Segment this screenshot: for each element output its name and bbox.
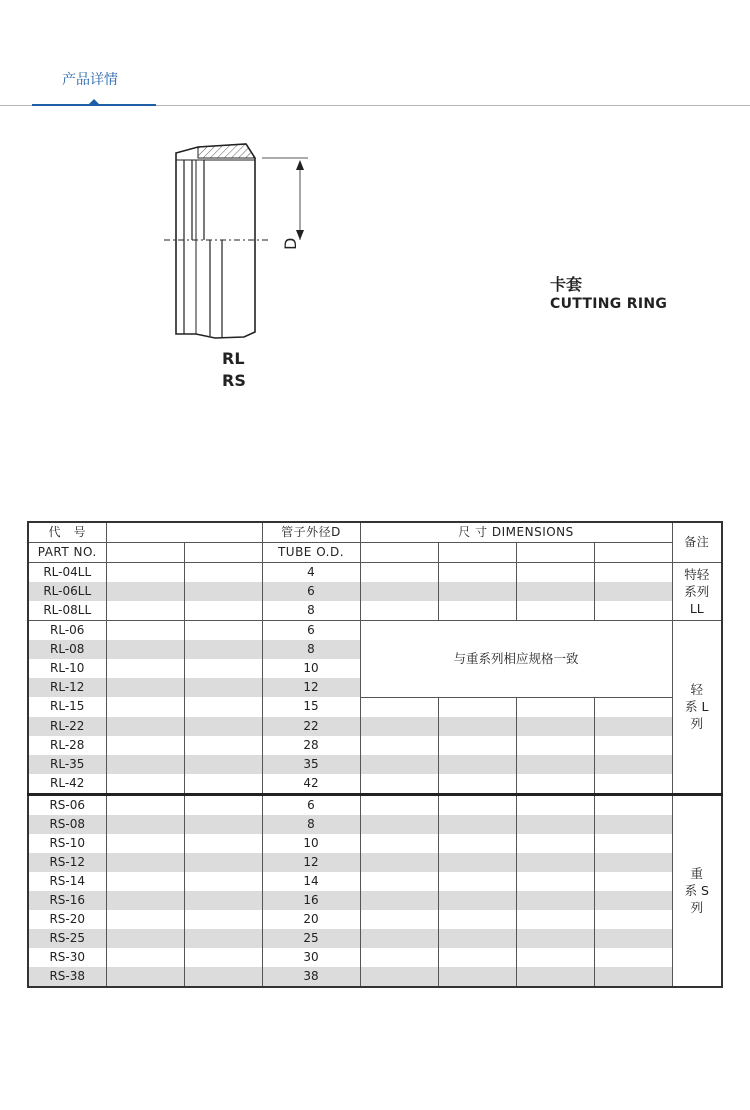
dimension-cell bbox=[594, 834, 672, 853]
part-number-cell: RL-12 bbox=[28, 678, 106, 697]
header-sub-blank bbox=[594, 543, 672, 563]
tube-od-cell: 35 bbox=[262, 755, 360, 774]
remark-cell bbox=[672, 794, 722, 987]
dimension-cell bbox=[438, 929, 516, 948]
part-number-cell: RL-22 bbox=[28, 717, 106, 736]
blank-cell bbox=[106, 774, 184, 795]
dimension-cell bbox=[360, 872, 438, 891]
blank-cell bbox=[184, 948, 262, 967]
dimension-cell bbox=[594, 948, 672, 967]
dimension-cell bbox=[438, 697, 516, 717]
blank-cell bbox=[106, 967, 184, 987]
part-number-cell: RL-28 bbox=[28, 736, 106, 755]
blank-cell bbox=[184, 929, 262, 948]
tube-od-cell: 12 bbox=[262, 678, 360, 697]
tube-od-cell: 6 bbox=[262, 794, 360, 815]
dimension-cell bbox=[438, 910, 516, 929]
blank-cell bbox=[184, 853, 262, 872]
dimension-cell bbox=[516, 891, 594, 910]
tube-od-cell: 38 bbox=[262, 967, 360, 987]
dimension-cell bbox=[360, 736, 438, 755]
tube-od-cell: 42 bbox=[262, 774, 360, 795]
tube-od-cell: 20 bbox=[262, 910, 360, 929]
dimension-cell bbox=[594, 853, 672, 872]
dimension-cell bbox=[594, 736, 672, 755]
blank-cell bbox=[184, 834, 262, 853]
dimension-cell bbox=[438, 967, 516, 987]
dimension-cell bbox=[516, 872, 594, 891]
tube-od-cell: 15 bbox=[262, 697, 360, 717]
blank-cell bbox=[184, 891, 262, 910]
dimension-cell bbox=[516, 563, 594, 583]
tube-od-cell: 10 bbox=[262, 659, 360, 678]
dimension-cell bbox=[438, 794, 516, 815]
blank-cell bbox=[106, 640, 184, 659]
part-number-cell: RL-08LL bbox=[28, 601, 106, 621]
dimension-d-label: D bbox=[281, 237, 300, 250]
blank-cell bbox=[106, 582, 184, 601]
table-row bbox=[28, 755, 722, 774]
dimension-cell bbox=[594, 563, 672, 583]
dimension-cell bbox=[594, 794, 672, 815]
dimension-cell bbox=[516, 948, 594, 967]
dimension-cell bbox=[360, 717, 438, 736]
header-code-en: PART NO. bbox=[28, 543, 106, 563]
header-tube-en: TUBE O.D. bbox=[262, 543, 360, 563]
dimension-cell bbox=[594, 891, 672, 910]
blank-cell bbox=[184, 659, 262, 678]
dimension-cell bbox=[360, 774, 438, 795]
blank-cell bbox=[184, 697, 262, 717]
remark-line: 轻 bbox=[690, 682, 704, 698]
dimension-cell bbox=[360, 601, 438, 621]
table-row bbox=[28, 872, 722, 891]
tab-bar bbox=[0, 0, 750, 110]
part-number-cell: RL-08 bbox=[28, 640, 106, 659]
blank-cell bbox=[106, 621, 184, 641]
dimension-cell bbox=[360, 582, 438, 601]
dimension-cell bbox=[360, 697, 438, 717]
part-number-cell: RS-20 bbox=[28, 910, 106, 929]
product-title-en: CUTTING RING bbox=[550, 296, 668, 312]
dimension-cell bbox=[360, 891, 438, 910]
header-blank bbox=[106, 522, 262, 543]
dimension-cell bbox=[594, 697, 672, 717]
header-sub-blank bbox=[360, 543, 438, 563]
tube-od-cell: 30 bbox=[262, 948, 360, 967]
dimension-cell bbox=[438, 948, 516, 967]
product-title-cn: 卡套 bbox=[550, 275, 583, 294]
header-sub-blank bbox=[184, 543, 262, 563]
header-sub-blank bbox=[106, 543, 184, 563]
dimension-cell bbox=[594, 582, 672, 601]
tube-od-cell: 4 bbox=[262, 563, 360, 583]
remark-line: 列 bbox=[690, 900, 704, 915]
dimension-cell bbox=[360, 834, 438, 853]
blank-cell bbox=[184, 872, 262, 891]
dimension-cell bbox=[360, 929, 438, 948]
blank-cell bbox=[106, 601, 184, 621]
remark-line: 特轻 bbox=[684, 567, 710, 582]
header-tube-cn: 管子外径D bbox=[262, 522, 360, 543]
dimension-cell bbox=[516, 853, 594, 872]
dimension-cell bbox=[594, 929, 672, 948]
part-number-cell: RL-10 bbox=[28, 659, 106, 678]
table-row bbox=[28, 563, 722, 583]
tube-od-cell: 16 bbox=[262, 891, 360, 910]
blank-cell bbox=[184, 736, 262, 755]
dimension-cell bbox=[438, 872, 516, 891]
blank-cell bbox=[106, 717, 184, 736]
tab-caret-icon bbox=[89, 99, 99, 104]
blank-cell bbox=[106, 659, 184, 678]
blank-cell bbox=[184, 563, 262, 583]
dimension-cell bbox=[516, 755, 594, 774]
tube-od-cell: 8 bbox=[262, 815, 360, 834]
part-number-cell: RL-06LL bbox=[28, 582, 106, 601]
table-row bbox=[28, 967, 722, 987]
dimension-cell bbox=[516, 834, 594, 853]
tube-od-cell: 6 bbox=[262, 582, 360, 601]
part-number-cell: RL-04LL bbox=[28, 563, 106, 583]
tube-od-cell: 8 bbox=[262, 640, 360, 659]
blank-cell bbox=[184, 717, 262, 736]
remark-line: 系列 bbox=[684, 584, 710, 599]
dimension-cell bbox=[594, 774, 672, 795]
dimension-cell bbox=[438, 582, 516, 601]
tube-od-cell: 22 bbox=[262, 717, 360, 736]
blank-cell bbox=[184, 910, 262, 929]
dimension-cell bbox=[438, 717, 516, 736]
table-row bbox=[28, 736, 722, 755]
part-number-cell: RS-25 bbox=[28, 929, 106, 948]
dimension-cell bbox=[594, 872, 672, 891]
tube-od-cell: 28 bbox=[262, 736, 360, 755]
part-number-cell: RS-38 bbox=[28, 967, 106, 987]
blank-cell bbox=[106, 736, 184, 755]
blank-cell bbox=[106, 853, 184, 872]
remark-line: 列 bbox=[690, 716, 704, 732]
tube-od-cell: 25 bbox=[262, 929, 360, 948]
dimension-cell bbox=[516, 736, 594, 755]
blank-cell bbox=[106, 815, 184, 834]
dimension-cell bbox=[360, 967, 438, 987]
part-number-cell: RS-12 bbox=[28, 853, 106, 872]
table-row bbox=[28, 794, 722, 815]
blank-cell bbox=[106, 872, 184, 891]
merged-note-cell: 与重系列相应规格一致 bbox=[360, 621, 672, 698]
dimension-cell bbox=[438, 853, 516, 872]
dimension-cell bbox=[360, 815, 438, 834]
dimension-cell bbox=[516, 910, 594, 929]
spec-table bbox=[27, 521, 723, 988]
remark-line: 系 L bbox=[685, 699, 709, 715]
part-number-cell: RL-06 bbox=[28, 621, 106, 641]
blank-cell bbox=[106, 678, 184, 697]
dimension-cell bbox=[438, 834, 516, 853]
blank-cell bbox=[106, 891, 184, 910]
blank-cell bbox=[184, 774, 262, 795]
blank-cell bbox=[106, 755, 184, 774]
dimension-cell bbox=[360, 794, 438, 815]
dimension-cell bbox=[360, 755, 438, 774]
header-sub-blank bbox=[516, 543, 594, 563]
part-number-cell: RS-10 bbox=[28, 834, 106, 853]
blank-cell bbox=[106, 948, 184, 967]
table-row bbox=[28, 697, 722, 717]
blank-cell bbox=[106, 910, 184, 929]
blank-cell bbox=[184, 582, 262, 601]
table-row bbox=[28, 582, 722, 601]
tube-od-cell: 14 bbox=[262, 872, 360, 891]
blank-cell bbox=[184, 621, 262, 641]
part-number-cell: RS-30 bbox=[28, 948, 106, 967]
header-dimensions: 尺 寸 DIMENSIONS bbox=[360, 522, 672, 543]
table-row bbox=[28, 929, 722, 948]
dimension-cell bbox=[438, 755, 516, 774]
header-remark: 备注 bbox=[672, 522, 722, 563]
dimension-cell bbox=[360, 853, 438, 872]
tube-od-cell: 6 bbox=[262, 621, 360, 641]
blank-cell bbox=[106, 697, 184, 717]
dimension-cell bbox=[594, 601, 672, 621]
dimension-cell bbox=[360, 910, 438, 929]
table-row bbox=[28, 948, 722, 967]
table-row bbox=[28, 717, 722, 736]
tube-od-cell: 12 bbox=[262, 853, 360, 872]
remark-line: 重 bbox=[690, 866, 704, 881]
dimension-cell bbox=[516, 717, 594, 736]
drawing-code-rl: RL bbox=[222, 349, 245, 368]
dimension-cell bbox=[594, 755, 672, 774]
blank-cell bbox=[184, 678, 262, 697]
dimension-cell bbox=[360, 563, 438, 583]
remark-line: LL bbox=[689, 601, 704, 616]
dimension-cell bbox=[438, 891, 516, 910]
dimension-cell bbox=[438, 815, 516, 834]
blank-cell bbox=[184, 815, 262, 834]
dimension-cell bbox=[516, 794, 594, 815]
table-row bbox=[28, 815, 722, 834]
tab-active-indicator bbox=[32, 104, 156, 106]
dimension-cell bbox=[516, 929, 594, 948]
tube-od-cell: 8 bbox=[262, 601, 360, 621]
table-row bbox=[28, 834, 722, 853]
remark-line: 系 S bbox=[684, 883, 709, 898]
blank-cell bbox=[184, 794, 262, 815]
part-number-cell: RL-35 bbox=[28, 755, 106, 774]
dimension-cell bbox=[516, 601, 594, 621]
dimension-cell bbox=[438, 601, 516, 621]
blank-cell bbox=[184, 755, 262, 774]
header-sub-blank bbox=[438, 543, 516, 563]
dimension-cell bbox=[594, 967, 672, 987]
dimension-cell bbox=[594, 910, 672, 929]
dimension-cell bbox=[360, 948, 438, 967]
blank-cell bbox=[106, 929, 184, 948]
part-number-cell: RL-42 bbox=[28, 774, 106, 795]
dimension-cell bbox=[516, 582, 594, 601]
blank-cell bbox=[184, 640, 262, 659]
table-row bbox=[28, 601, 722, 621]
blank-cell bbox=[106, 834, 184, 853]
part-number-cell: RS-16 bbox=[28, 891, 106, 910]
header-code-cn: 代 号 bbox=[28, 522, 106, 543]
dimension-cell bbox=[516, 697, 594, 717]
blank-cell bbox=[184, 967, 262, 987]
remark-cell bbox=[672, 563, 722, 621]
blank-cell bbox=[184, 601, 262, 621]
part-number-cell: RL-15 bbox=[28, 697, 106, 717]
tube-od-cell: 10 bbox=[262, 834, 360, 853]
dimension-cell bbox=[594, 717, 672, 736]
table-row bbox=[28, 774, 722, 795]
dimension-cell bbox=[594, 815, 672, 834]
dimension-cell bbox=[438, 563, 516, 583]
tab-product-details[interactable]: 产品详情 bbox=[62, 72, 118, 88]
blank-cell bbox=[106, 563, 184, 583]
dimension-cell bbox=[516, 815, 594, 834]
part-number-cell: RS-08 bbox=[28, 815, 106, 834]
dimension-cell bbox=[438, 774, 516, 795]
drawing-code-rs: RS bbox=[222, 371, 246, 390]
table-row bbox=[28, 891, 722, 910]
table-row bbox=[28, 621, 722, 641]
dimension-cell bbox=[438, 736, 516, 755]
dimension-cell bbox=[516, 967, 594, 987]
part-number-cell: RS-14 bbox=[28, 872, 106, 891]
table-row bbox=[28, 853, 722, 872]
remark-cell bbox=[672, 621, 722, 795]
part-number-cell: RS-06 bbox=[28, 794, 106, 815]
table-row bbox=[28, 910, 722, 929]
blank-cell bbox=[106, 794, 184, 815]
dimension-cell bbox=[516, 774, 594, 795]
